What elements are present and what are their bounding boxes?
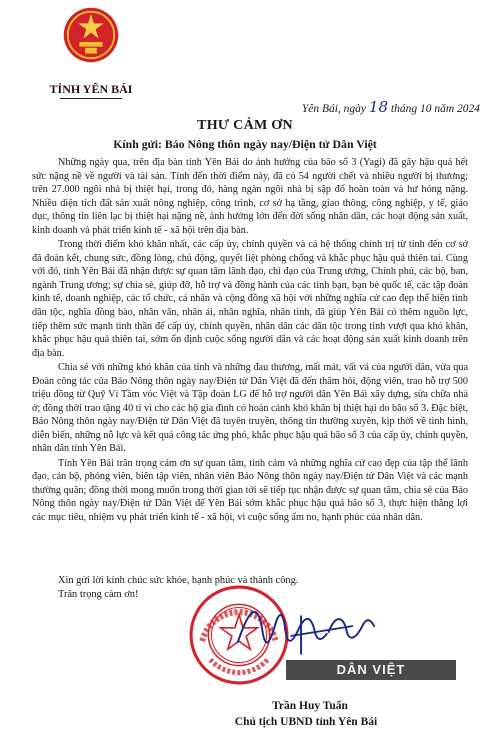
date-prefix: Yên Bái, ngày bbox=[301, 103, 367, 115]
body-paragraph-1: Những ngày qua, trên địa bàn tỉnh Yên Bái do ảnh hưởng của bão số 3 (Yagi) đã gây hậu quả hết sức nặng nề về người và tài sản. Tính đến thời điểm này, đã có 54 người chết và nhiều người bị thương; trên 27.000 ngôi nhà bị thiệt hại, trong đó, hàng ngàn ngôi nhà bị sập đổ hoàn toàn và hư hỏng nặng. Nhiều diện tích đất sản xuất nông nghiệp, công trình, cơ sở hạ tầng, giao thông, công nghiệp, y tế, giáo dục, thông tin liên lạc bị thiệt hại nặng nề, ảnh hưởng lớn đến đời sống nhân dân, các hoạt động sản xuất, kinh doanh và phát triển kinh tế - xã hội trên địa bàn. bbox=[32, 157, 468, 236]
signer-name: Trần Huy Tuấn bbox=[272, 700, 348, 712]
authority-underline bbox=[60, 98, 122, 99]
handwritten-signature bbox=[232, 596, 380, 666]
site-watermark: DÂN VIỆT bbox=[286, 660, 456, 680]
closing-wishes: Xin gửi lời kính chúc sức khỏe, hạnh phúc và thành công. bbox=[58, 575, 299, 586]
national-emblem-icon bbox=[62, 6, 120, 64]
body-paragraph-4: Tỉnh Yên Bái trân trọng cảm ơn sự quan tâm, tình cảm và những nghĩa cử cao đẹp của tập thể lãnh đạo, cán bộ, phóng viên, biên tập viên, nhân viên Báo Nông thôn ngày nay/Điện tử Dân Việt và các mạnh thường quân; đồng thời mong muốn trong thời gian tới sẽ tiếp tục nhận được sự quan tâm, chia sẻ của Báo Nông thôn ngày nay/Điện tử Dân Việt để Yên Bái sớm khắc phục hậu quả bão số 3, thực hiện thắng lợi các mục tiêu, nhiệm vụ phát triển kinh tế - xã hội, vì cuộc sống ấm no, hạnh phúc của nhân dân. bbox=[32, 457, 468, 523]
body-paragraph-3: Chia sẻ với những khó khăn của tỉnh và những đau thương, mất mát, vất vả của người dân, vừa qua Đoàn công tác của Báo Nông thôn ngày nay/Điện tử Dân Việt đã đến thăm hỏi, động viên, trao hỗ trợ 500 triệu đồng từ Quỹ Vì Tầm vóc Việt và Tập đoàn LG để hỗ trợ người dân Yên Bái xây dựng, sửa chữa nhà ở; đồng thời trao tặng 40 ti vi cho các hộ gia đình có hoàn cảnh khó khăn bị thiệt hại do bão số 3. Đặc biệt, Báo Nông thôn ngày nay/Điện tử Dân Việt đã tuyên truyền, thông tin thường xuyên, kịp thời về tình hình, diễn biến, những nỗ lực và kết quả công tác ứng phó, khắc phục hậu quả bão số 3 của cấp ủy, chính quyền, nhân dân tỉnh Yên Bái. bbox=[32, 361, 468, 455]
recipient-line: Kính gửi: Báo Nông thôn ngày nay/Điện tử Dân Việt bbox=[113, 137, 377, 151]
letter-body bbox=[32, 156, 468, 525]
issuing-authority: TỈNH YÊN BÁI bbox=[49, 82, 133, 96]
letter-title: THƯ CẢM ƠN bbox=[197, 118, 293, 133]
closing-thanks: Trân trọng cảm ơn! bbox=[58, 588, 139, 600]
body-paragraph-2: Trong thời điểm khó khăn nhất, các cấp ủy, chính quyền và cả hệ thống chính trị từ tỉnh đến cơ sở đã đoàn kết, chung sức, đồng lòng, chủ động, quyết liệt phòng chống và khắc phục hậu quả thiên tai. Cùng với đó, tỉnh Yên Bái đã nhận được sự quan tâm lãnh đạo, chỉ đạo của Trung ương, Chính phủ, các bộ, ban, ngành Trung ương; sự chia sẻ, giúp đỡ, hỗ trợ và đồng hành của các tỉnh bạn, bạn bè quốc tế, các tập đoàn kinh tế, doanh nghiệp, các tổ chức, cá nhân và cộng đồng xã hội với những nghĩa cử cao đẹp thể hiện tình dân tộc, nghĩa đồng bào, nhân văn, nhân ái, nhân nghĩa, nhân tình, đã giúp Yên Bái có thêm nguồn lực, tiếp thêm sức mạnh tinh thần để cấp ủy, chính quyền, nhân dân các dân tộc trong tỉnh vượt qua khó khăn, khắc phục hậu quả thiên tai, sớm ổn định cuộc sống người dân và các hoạt động sản xuất kinh doanh trên địa bàn. bbox=[32, 239, 468, 359]
date-suffix: tháng 10 năm 2024 bbox=[390, 103, 480, 115]
date-day-handwritten: 18 bbox=[368, 98, 388, 116]
date-line bbox=[196, 98, 480, 116]
signer-title: Chủ tịch UBND tỉnh Yên Bái bbox=[234, 716, 378, 728]
